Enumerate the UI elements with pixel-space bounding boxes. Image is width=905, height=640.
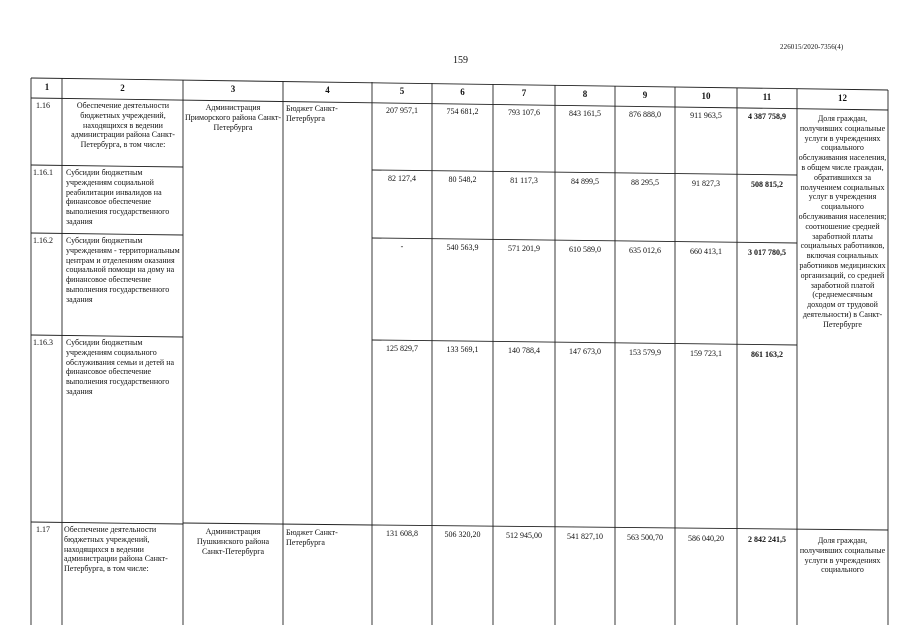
value-cell: 876 888,0: [629, 110, 661, 119]
header-col-5: 5: [399, 86, 405, 96]
total-cell: 4 387 758,9: [748, 112, 786, 121]
value-cell: 84 899,5: [571, 177, 599, 186]
value-cell: 506 320,20: [444, 530, 481, 539]
value-cell: 635 012,6: [629, 246, 661, 255]
row-name: Субсидии бюджетным учреждениям - территориальным центрам и отделениям оказания социальной помощи на дому на финансовое обеспечение выполнения государственного задания: [66, 236, 180, 304]
header-col-4: 4: [325, 85, 330, 95]
row-executor: Администрация Пушкинского района Санкт-Петербурга: [196, 527, 270, 556]
value-cell: 754 681,2: [446, 107, 479, 116]
header-col-12: 12: [838, 93, 847, 103]
value-cell: 207 957,1: [386, 106, 418, 115]
value-cell: 793 107,6: [508, 108, 540, 117]
value-cell: 540 563,9: [446, 243, 479, 252]
total-cell: 3 017 780,5: [748, 248, 786, 257]
value-cell: 147 673,0: [569, 347, 601, 356]
value-cell: 125 829,7: [386, 344, 418, 353]
row-code: 1.16.1: [33, 168, 53, 177]
value-cell: 586 040,20: [688, 534, 724, 543]
header-col-8: 8: [582, 89, 588, 99]
value-cell: 660 413,1: [690, 247, 722, 256]
indicator-text: Доля граждан, получивших социальные услуги в учреждениях социального обслуживания населения, в общем числе граждан, обратившихся за получением социальных услуг в учреждения социального обслуживания населения; соотношение средней заработной платы социальных работников, включая социальных работников медицинских организаций, со средней заработной платой (среднемесячным доходом от трудовой деятельности) в Санкт-Петербурге: [798, 114, 887, 329]
value-cell: 512 945,00: [506, 531, 542, 540]
value-cell: 153 579,9: [629, 348, 661, 357]
value-cell: 82 127,4: [388, 174, 416, 183]
value-cell: -: [400, 242, 404, 251]
value-cell: 843 161,5: [569, 109, 601, 118]
header-col-10: 10: [701, 91, 711, 101]
value-cell: 610 589,0: [569, 245, 601, 254]
header-col-3: 3: [230, 84, 236, 94]
value-cell: 88 295,5: [631, 178, 659, 187]
header-col-1: 1: [44, 82, 50, 92]
value-cell: 140 788,4: [508, 346, 540, 355]
indicator-text: Доля граждан, получивших социальные услуги в учреждениях социального: [799, 536, 886, 575]
row-code: 1.16: [36, 101, 50, 110]
value-cell: 131 608,8: [386, 529, 418, 538]
row-name: Субсидии бюджетным учреждениям социальной реабилитации инвалидов на финансовое обеспечение выполнения государственного задания: [66, 168, 170, 226]
header-col-9: 9: [642, 90, 648, 100]
value-cell: 133 569,1: [446, 345, 479, 354]
value-cell: 571 201,9: [508, 244, 540, 253]
value-cell: 159 723,1: [690, 349, 722, 358]
header-col-6: 6: [460, 87, 465, 97]
header-col-11: 11: [762, 92, 772, 102]
page-number: 159: [453, 55, 468, 66]
value-cell: 541 827,10: [567, 532, 603, 541]
total-cell: 2 842 241,5: [748, 535, 786, 544]
value-cell: 81 117,3: [510, 176, 538, 185]
row-funding-source: Бюджет Санкт-Петербурга: [286, 104, 338, 123]
row-code: 1.16.3: [33, 338, 53, 347]
total-cell: 508 815,2: [751, 180, 783, 189]
row-name: Субсидии бюджетным учреждениям социального обслуживания семьи и детей на финансовое обеспечение выполнения государственного задания: [66, 338, 175, 396]
row-executor: Администрация Приморского района Санкт-Петербурга: [185, 103, 282, 132]
header-col-7: 7: [521, 88, 527, 98]
header-col-2: 2: [120, 83, 125, 93]
row-name: Обеспечение деятельности бюджетных учреждений, находящихся в ведении администрации района Санкт-Петербурга, в том числе:: [71, 101, 175, 150]
value-cell: 563 500,70: [627, 533, 663, 542]
row-funding-source: Бюджет Санкт-Петербурга: [286, 528, 338, 547]
value-cell: 80 548,2: [448, 175, 477, 184]
document-number: 226015/2020-7356(4): [780, 43, 844, 51]
value-cell: 911 963,5: [690, 111, 722, 120]
row-code: 1.17: [36, 525, 50, 534]
value-cell: 91 827,3: [692, 179, 720, 188]
row-name: Обеспечение деятельности бюджетных учреждений, находящихся в ведении администрации района Санкт-Петербурга, в том числе:: [64, 525, 168, 574]
row-code: 1.16.2: [33, 236, 53, 245]
total-cell: 861 163,2: [751, 350, 783, 359]
